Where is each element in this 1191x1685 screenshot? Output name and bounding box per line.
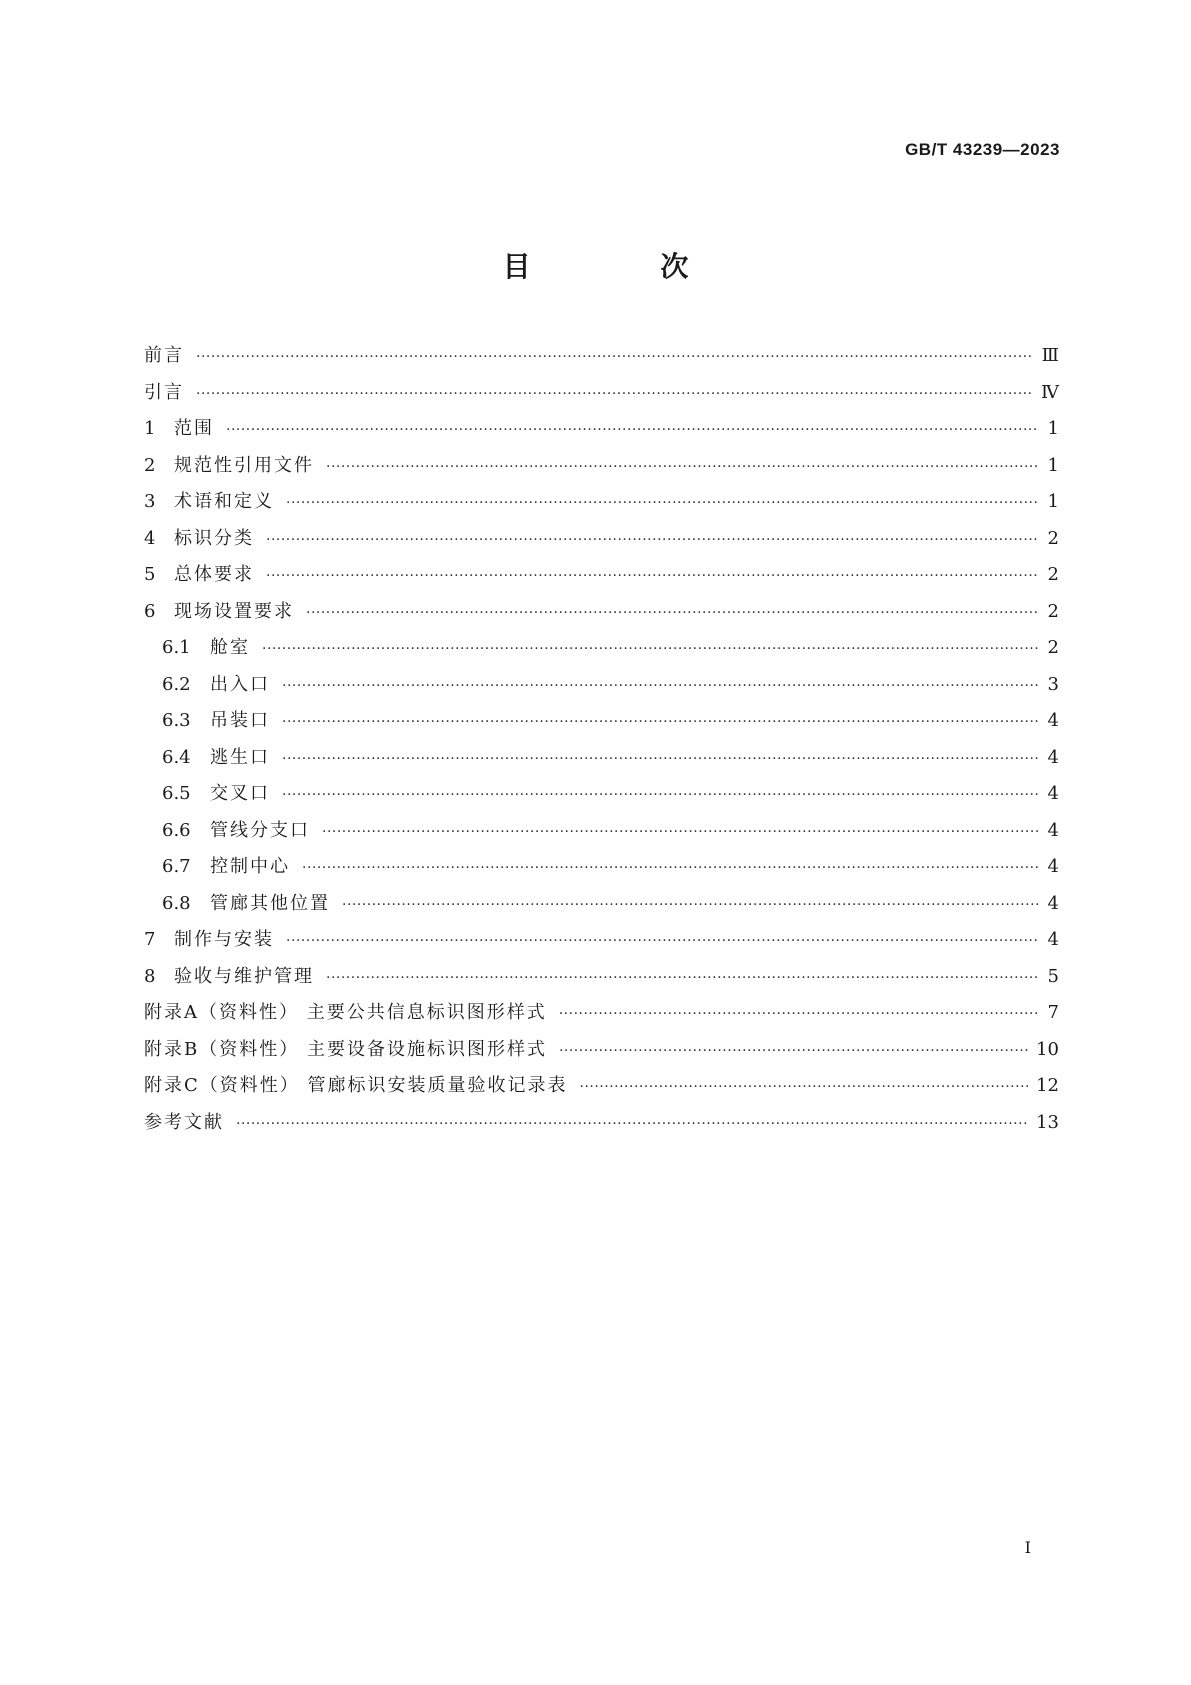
toc-leader-dots [282,704,1039,741]
toc-entry-page: 2 [1047,600,1059,622]
toc-entry-number: 5 [144,564,156,585]
toc-leader-dots [196,376,1033,413]
toc-entry-page: Ⅲ [1041,345,1059,366]
toc-subentry[interactable] [144,849,1059,886]
toc-leader-dots [326,449,1039,486]
toc-entry-label: 管廊其他位置 [210,892,330,914]
toc-entry-label: 现场设置要求 [174,600,294,622]
toc-entry-number: 3 [144,491,156,512]
toc-entry[interactable] [144,338,1059,375]
toc-entry-label: 标识分类 [174,527,254,549]
toc-entry-page: 13 [1036,1111,1059,1133]
toc-entry-page: 1 [1047,454,1059,476]
toc-entry[interactable] [144,1105,1059,1142]
toc-entry-number: 6.2 [162,673,191,695]
toc-leader-dots [286,485,1039,522]
toc-entry[interactable] [144,995,1059,1032]
toc-subentry[interactable] [144,667,1059,704]
toc-entry-page: 3 [1047,673,1059,695]
toc-entry-number: 1 [144,418,156,439]
toc-entry-label: 交叉口 [210,783,270,804]
toc-entry-label: 引言 [144,381,184,403]
toc-entry-page: 12 [1036,1075,1059,1096]
toc-entry-label: 术语和定义 [174,491,274,512]
toc-entry-label: 吊装口 [210,710,270,731]
toc-leader-dots [196,339,1034,376]
toc-subentry[interactable] [144,630,1059,667]
toc-entry[interactable] [144,375,1059,412]
toc-entry-number: 6.1 [162,637,191,658]
toc-leader-dots [306,595,1039,632]
toc-entry-label: 附录B（资料性） 主要设备设施标识图形样式 [144,1038,547,1060]
toc-entry-page: 4 [1047,892,1059,914]
toc-entry[interactable] [144,922,1059,959]
toc-entry[interactable] [144,484,1059,521]
table-of-contents [144,338,1059,1141]
toc-leader-dots [559,1033,1028,1070]
toc-entry-page: 2 [1047,564,1059,585]
toc-entry-number: 8 [144,965,156,987]
toc-entry[interactable] [144,411,1059,448]
toc-entry-label: 逃生口 [210,746,270,768]
toc-leader-dots [282,668,1039,705]
toc-entry-page: 4 [1047,856,1059,877]
toc-entry[interactable] [144,959,1059,996]
toc-entry-number: 6.7 [162,856,191,877]
toc-entry-page: 7 [1047,1002,1059,1023]
toc-leader-dots [266,522,1039,559]
toc-leader-dots [559,996,1039,1033]
toc-entry-number: 6.6 [162,819,191,841]
toc-entry[interactable] [144,448,1059,485]
toc-subentry[interactable] [144,813,1059,850]
toc-entry-number: 6.4 [162,746,191,768]
toc-entry-page: 2 [1047,637,1059,658]
toc-entry-label: 前言 [144,345,184,366]
footer-page-number: I [1024,1538,1031,1557]
toc-entry-page: 5 [1047,965,1059,987]
toc-entry-page: 10 [1036,1038,1059,1060]
toc-leader-dots [302,850,1039,887]
toc-entry-number: 7 [144,929,156,950]
toc-leader-dots [342,887,1039,924]
toc-entry-page: Ⅳ [1041,381,1059,403]
standard-code: GB/T 43239—2023 [905,140,1060,159]
toc-entry-label: 管线分支口 [210,819,310,841]
toc-entry-number: 6.5 [162,783,191,804]
toc-leader-dots [236,1106,1028,1143]
toc-entry-label: 制作与安装 [174,929,274,950]
toc-entry-page: 2 [1047,527,1059,549]
toc-leader-dots [282,777,1039,814]
toc-entry-label: 验收与维护管理 [174,965,314,987]
toc-entry-label: 附录C（资料性） 管廊标识安装质量验收记录表 [144,1075,568,1096]
toc-entry[interactable] [144,1032,1059,1069]
toc-entry-page: 4 [1047,929,1059,950]
toc-entry-label: 附录A（资料性） 主要公共信息标识图形样式 [144,1002,547,1023]
toc-leader-dots [580,1069,1029,1106]
toc-leader-dots [266,558,1039,595]
toc-subentry[interactable] [144,740,1059,777]
toc-leader-dots [326,960,1039,997]
toc-subentry[interactable] [144,703,1059,740]
toc-entry-label: 范围 [174,418,214,439]
toc-subentry[interactable] [144,776,1059,813]
toc-entry-number: 2 [144,454,156,476]
toc-entry-page: 4 [1047,710,1059,731]
toc-entry-label: 舱室 [210,637,250,658]
toc-leader-dots [322,814,1039,851]
toc-entry-page: 1 [1047,491,1059,512]
toc-entry-label: 控制中心 [210,856,290,877]
page-title: 目 次 [502,250,749,283]
toc-entry-number: 6.3 [162,710,191,731]
toc-entry-page: 4 [1047,783,1059,804]
toc-entry[interactable] [144,557,1059,594]
toc-entry-label: 规范性引用文件 [174,454,314,476]
toc-entry-number: 6 [144,600,156,622]
toc-leader-dots [282,741,1039,778]
toc-entry-label: 参考文献 [144,1111,224,1133]
toc-subentry[interactable] [144,886,1059,923]
toc-leader-dots [226,412,1039,449]
toc-entry-number: 6.8 [162,892,191,914]
toc-entry[interactable] [144,594,1059,631]
toc-entry[interactable] [144,521,1059,558]
toc-entry-page: 4 [1047,746,1059,768]
toc-entry-label: 总体要求 [174,564,254,585]
toc-entry[interactable] [144,1068,1059,1105]
toc-leader-dots [262,631,1039,668]
toc-entry-number: 4 [144,527,156,549]
toc-entry-page: 4 [1047,819,1059,841]
toc-entry-page: 1 [1047,418,1059,439]
toc-entry-label: 出入口 [210,673,270,695]
toc-leader-dots [286,923,1039,960]
